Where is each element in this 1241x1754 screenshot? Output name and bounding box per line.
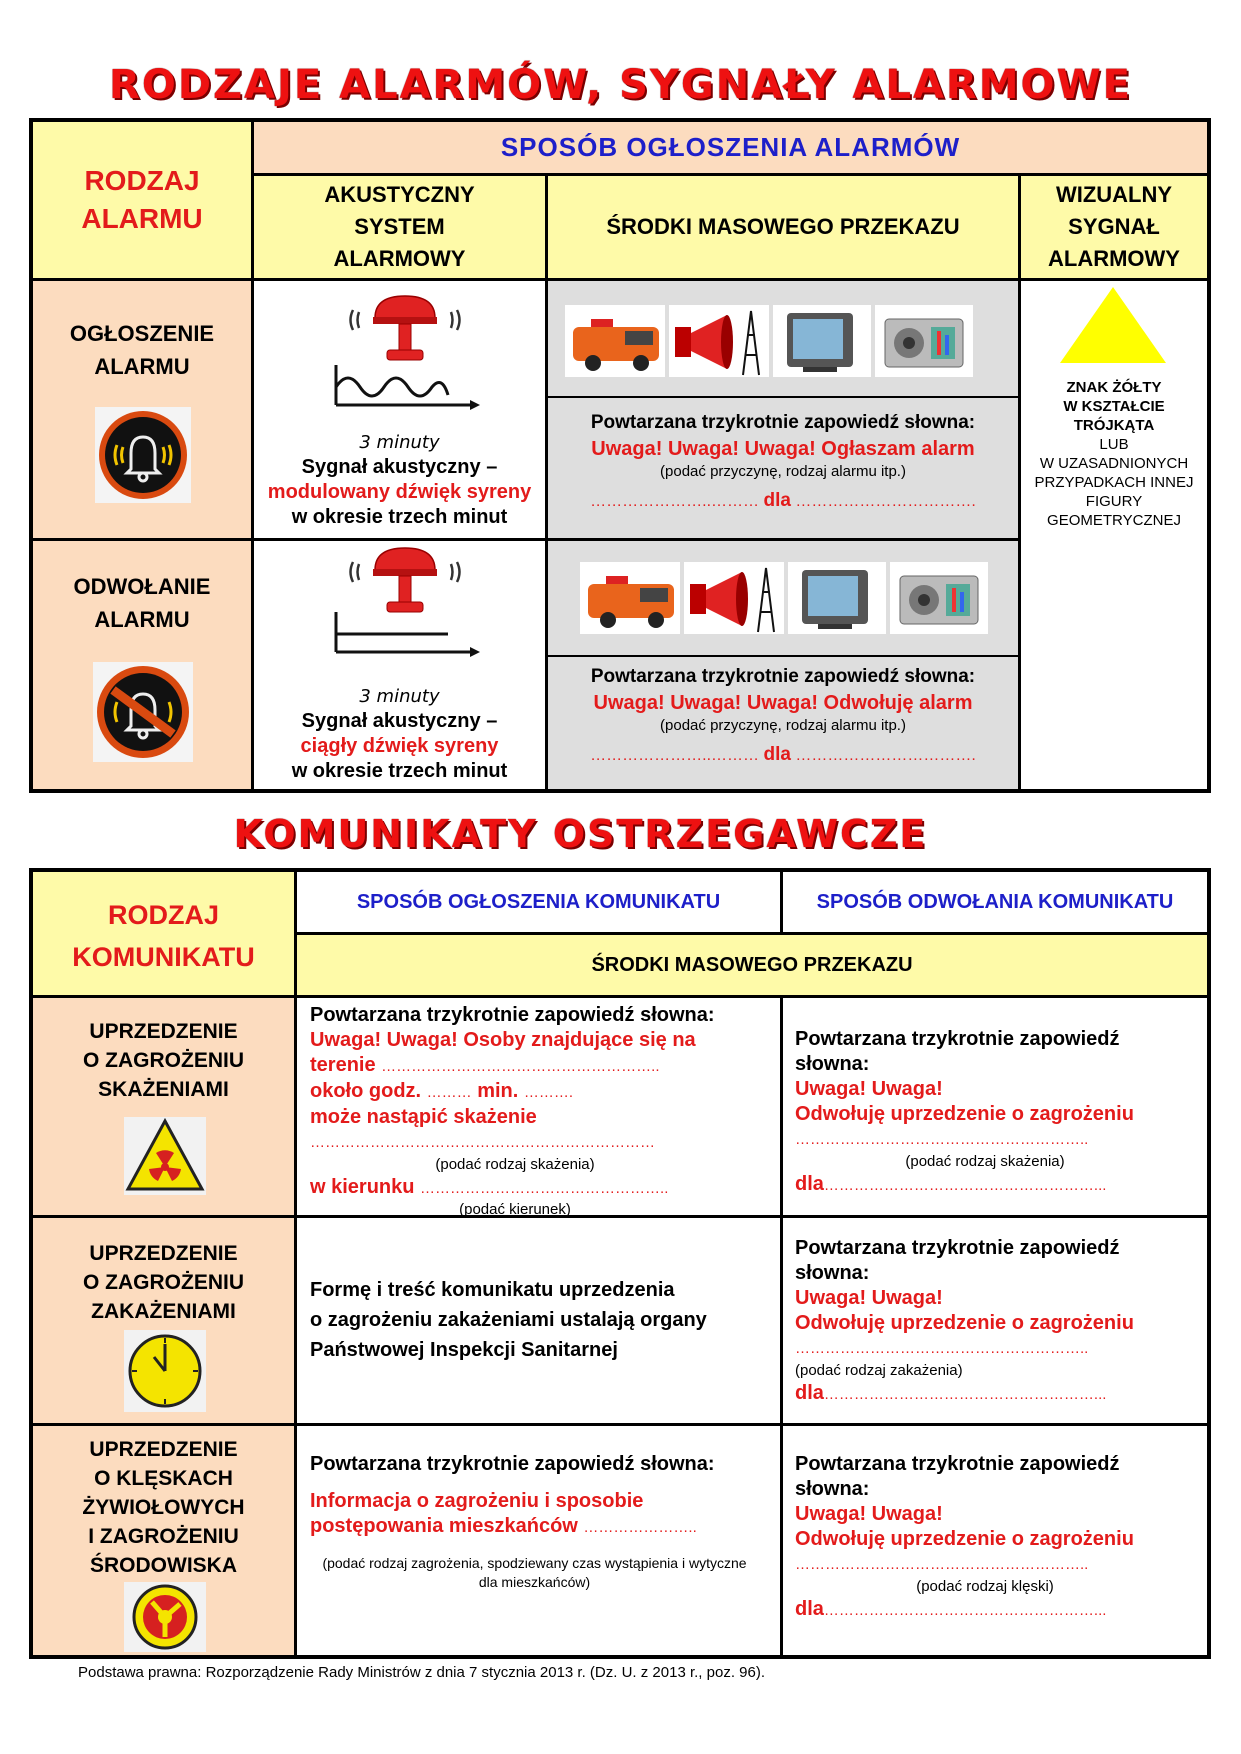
row-ogloszenie-alarmu: OGŁOSZENIE ALARMU (69, 321, 215, 379)
siren-loudspeaker-icon (684, 562, 784, 634)
acoustic-description-1: 3 minuty Sygnał akustyczny – modulowany dźwięk syreny w okresie trzech minut (267, 432, 532, 528)
radio-icon (890, 562, 988, 634)
fire-truck-icon (565, 305, 665, 377)
odwolanie-zakazenia: Powtarzana trzykrotnie zapowiedź słowna: Uwaga! Uwaga! Odwołuję uprzedzenie o zagrożeniu ………………………………………………….. (podać rodzaj zakażenia) dla………………………………………………... (795, 1237, 1134, 1404)
announcement-2: Powtarzana trzykrotnie zapowiedź słowna: Uwaga! Uwaga! Uwaga! Odwołuję alarm (podać przyczynę, rodzaj alarmu itp.) …………………..……… dla ……………………………. (590, 666, 976, 765)
modulated-signal-graph (330, 365, 480, 410)
media-icons-row-1 (565, 305, 975, 377)
row-kleski: UPRZEDZENIE O KLĘSKACH ŻYWIOŁOWYCH I ZAGROŻENIU ŚRODOWISKA (82, 1437, 245, 1577)
siren-icon (345, 290, 465, 370)
sposob-ogloszenia-komunikatu-header: SPOSÓB OGŁOSZENIA KOMUNIKATU (356, 890, 721, 913)
siren-icon (345, 542, 465, 622)
clock-icon (124, 1330, 206, 1412)
page-title: RODZAJE ALARMÓW, SYGNAŁY ALARMOWE (109, 62, 1132, 108)
sposob-ogloszenia-alarmow-header: SPOSÓB OGŁOSZENIA ALARMÓW (500, 131, 961, 162)
crossed-bell-icon (93, 662, 193, 762)
siren-loudspeaker-icon (669, 305, 769, 377)
section-title-komunikaty: KOMUNIKATY OSTRZEGAWCZE (233, 812, 928, 856)
srodki-header: ŚRODKI MASOWEGO PRZEKAZU (606, 214, 960, 239)
fire-truck-icon (580, 562, 680, 634)
radiation-triangle-icon (124, 1117, 206, 1195)
media-icons-row-2 (580, 562, 990, 634)
ogloszenie-kleski: Powtarzana trzykrotnie zapowiedź słowna: Informacja o zagrożeniu i sposobie postępowania mieszkańców ………………….. (podać rodzaj zagrożenia, spodziewany czas wystąpienia i wytyczne dla mieszkańców) (310, 1453, 747, 1590)
row-odwolanie-alarmu: ODWOŁANIE ALARMU (73, 574, 211, 632)
continuous-signal-graph (330, 612, 480, 657)
srodki-masowego-przekazu-header: ŚRODKI MASOWEGO PRZEKAZU (591, 953, 913, 976)
ogloszenie-zakazenia: Formę i treść komunikatu uprzedzenia o zagrożeniu zakażeniami ustalają organy Państwowej Inspekcji Sanitarnej (310, 1279, 707, 1361)
acoustic-description-2: 3 minuty Sygnał akustyczny – ciągły dźwięk syreny w okresie trzech minut (291, 686, 508, 782)
row-skazenia: UPRZEDZENIE O ZAGROŻENIU SKAŻENIAMI (83, 1019, 244, 1101)
bell-icon (95, 407, 191, 503)
yellow-triangle-icon (1058, 285, 1168, 365)
sposob-odwolania-komunikatu-header: SPOSÓB ODWOŁANIA KOMUNIKATU (816, 890, 1174, 913)
rodzaj-alarmu-header: RODZAJ ALARMU (81, 165, 203, 234)
odwolanie-kleski: Powtarzana trzykrotnie zapowiedź słowna: Uwaga! Uwaga! Odwołuję uprzedzenie o zagrożeniu ………………………………………………….. (podać rodzaj klęski) dla………………………………………………... (795, 1453, 1134, 1620)
odwolanie-skazenia: Powtarzana trzykrotnie zapowiedź słowna: Uwaga! Uwaga! Odwołuję uprzedzenie o zagrożeniu ………………………………………………….. (podać rodzaj skażenia) dla………………………………………………... (795, 1028, 1134, 1195)
wizualny-header: WIZUALNY SYGNAŁ ALARMOWY (1048, 182, 1180, 271)
tv-icon (773, 305, 871, 377)
rodzaj-komunikatu-header: RODZAJ KOMUNIKATU (72, 900, 255, 972)
radio-icon (875, 305, 973, 377)
hazard-circle-icon (124, 1582, 206, 1652)
visual-sign-description: ZNAK ŻÓŁTY W KSZTAŁCIE TRÓJKĄTA LUB W UZASADNIONYCH PRZYPADKACH INNEJ FIGURY GEOMETRYCZNEJ (1034, 379, 1194, 529)
akustyczny-header: AKUSTYCZNY SYSTEM ALARMOWY (324, 182, 475, 271)
row-zakazenia: UPRZEDZENIE O ZAGROŻENIU ZAKAŻENIAMI (83, 1241, 244, 1323)
tv-icon (788, 562, 886, 634)
ogloszenie-skazenia: Powtarzana trzykrotnie zapowiedź słowna: Uwaga! Uwaga! Osoby znajdujące się na terenie ……………………………………………….. około godz. ……… min. ………. może nastąpić skażenie …………………………………………………………… (podać rodzaj skażenia) w kierunku ………………………………………….. (podać kierunek) (310, 1004, 715, 1218)
legal-basis-footer: Podstawa prawna: Rozporządzenie Rady Ministrów z dnia 7 stycznia 2013 r. (Dz. U. z 2013 r., poz. 96). (78, 1664, 765, 1681)
announcement-1: Powtarzana trzykrotnie zapowiedź słowna: Uwaga! Uwaga! Uwaga! Ogłaszam alarm (podać przyczynę, rodzaj alarmu itp.) …………………..……… dla ……………………………. (590, 412, 976, 511)
